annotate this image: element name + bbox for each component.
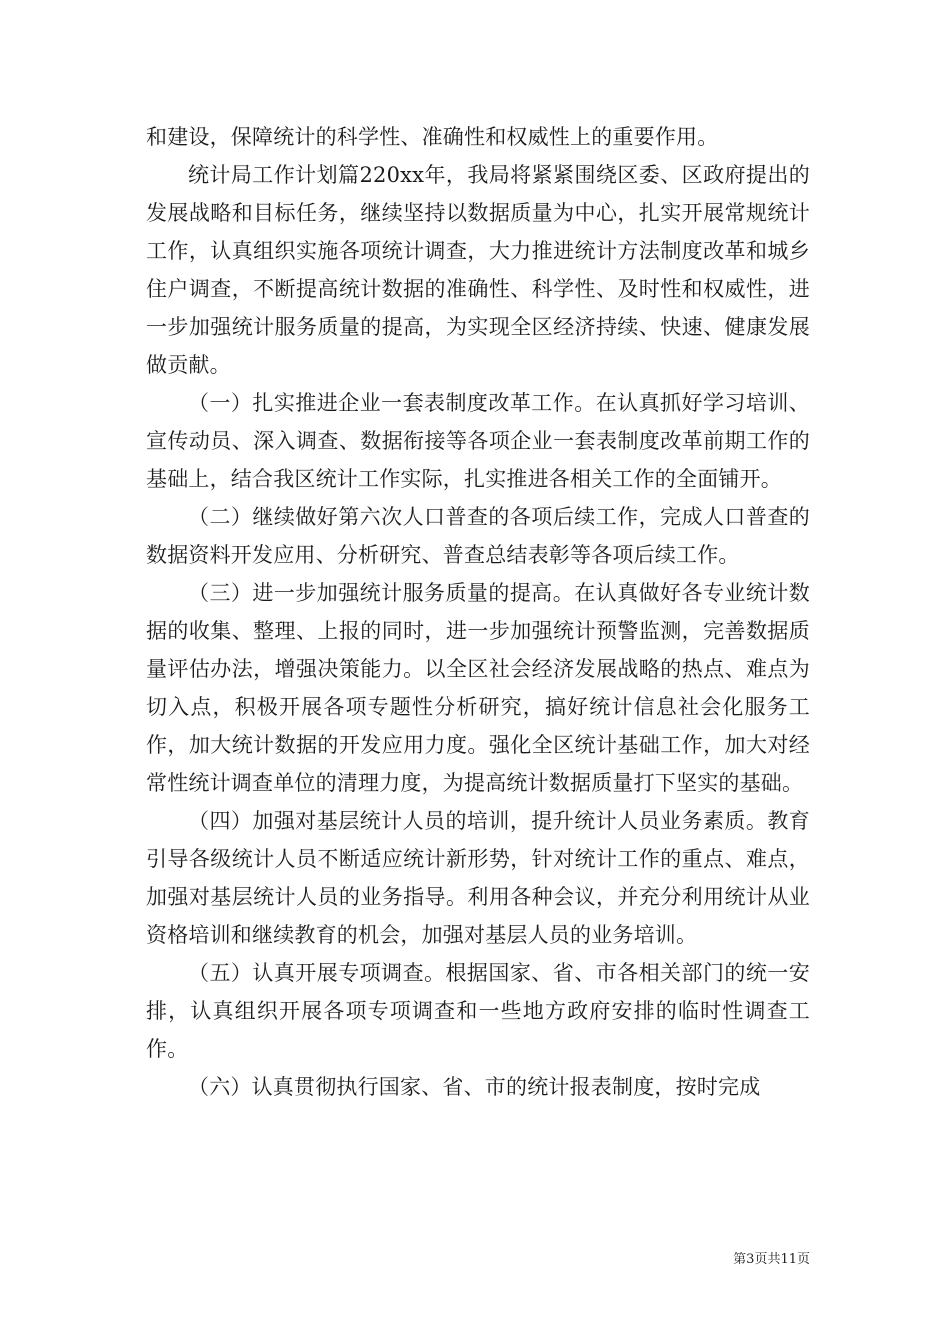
document-body	[146, 118, 810, 1106]
paragraph-3: （一）扎实推进企业一套表制度改革工作。在认真抓好学习培训、宣传动员、深入调查、数据衔接等各项企业一套表制度改革前期工作的基础上，结合我区统计工作实际，扎实推进各相关工作的全面铺开。	[146, 391, 810, 491]
paragraph-4: （二）继续做好第六次人口普查的各项后续工作，完成人口普查的数据资料开发应用、分析研究、普查总结表彰等各项后续工作。	[146, 505, 810, 567]
paragraph-7: （五）认真开展专项调查。根据国家、省、市各相关部门的统一安排，认真组织开展各项专项调查和一些地方政府安排的临时性调查工作。	[146, 961, 810, 1061]
page-number-footer: 第3页共11页	[733, 1252, 810, 1267]
paragraph-5: （三）进一步加强统计服务质量的提高。在认真做好各专业统计数据的收集、整理、上报的同时，进一步加强统计预警监测，完善数据质量评估办法，增强决策能力。以全区社会经济发展战略的热点、难点为切入点，积极开展各项专题性分析研究，搞好统计信息社会化服务工作，加大统计数据的开发应用力度。强化全区统计基础工作，加大对经常性统计调查单位的清理力度，为提高统计数据质量打下坚实的基础。	[146, 581, 810, 795]
paragraph-6: （四）加强对基层统计人员的培训，提升统计人员业务素质。教育引导各级统计人员不断适应统计新形势，针对统计工作的重点、难点，加强对基层统计人员的业务指导。利用各种会议，并充分利用统计从业资格培训和继续教育的机会，加强对基层人员的业务培训。	[146, 809, 810, 947]
paragraph-8: （六）认真贯彻执行国家、省、市的统计报表制度，按时完成	[188, 1075, 761, 1099]
paragraph-2: 统计局工作计划篇220xx年，我局将紧紧围绕区委、区政府提出的发展战略和目标任务，继续坚持以数据质量为中心，扎实开展常规统计工作，认真组织实施各项统计调查，大力推进统计方法制度改革和城乡住户调查，不断提高统计数据的准确性、科学性、及时性和权威性，进一步加强统计服务质量的提高，为实现全区经济持续、快速、健康发展做贡献。	[146, 163, 810, 377]
paragraph-1: 和建设，保障统计的科学性、准确性和权威性上的重要作用。	[146, 125, 719, 149]
